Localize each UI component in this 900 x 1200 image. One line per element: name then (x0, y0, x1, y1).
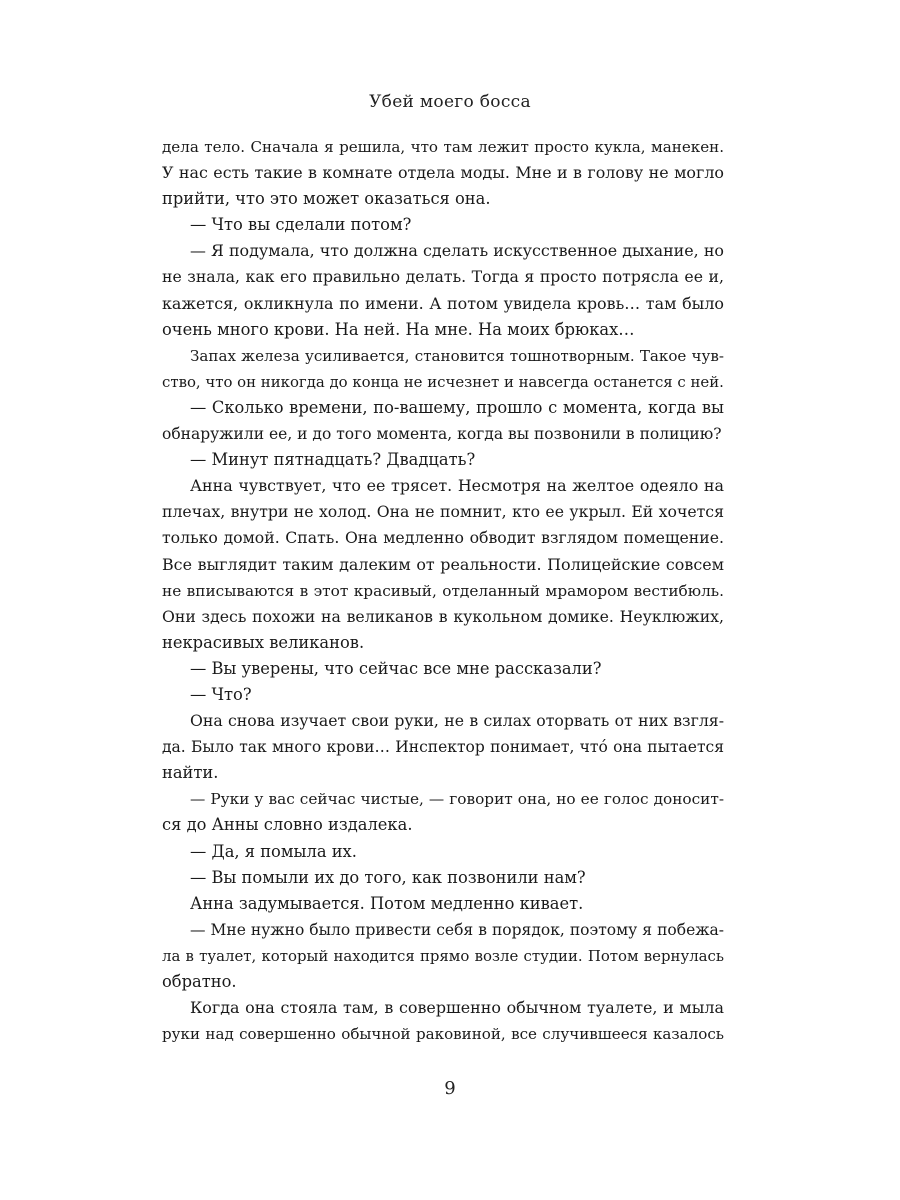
text-line: Запах железа усиливается, становится тошнотворным. Такое чув- (190, 346, 724, 365)
text-line: — Вы помыли их до того, как позвонили нам? (190, 867, 586, 887)
text-line: Когда она стояла там, в совершенно обычном туалете, и мыла (190, 998, 724, 1018)
text-line: ся до Анны словно издалека. (162, 815, 413, 835)
text-line: — Сколько времени, по-вашему, прошло с момента, когда вы (190, 397, 724, 417)
text-line: плечах, внутри не холод. Она не помнит, кто ее укрыл. Ей хочется (162, 502, 724, 522)
text-line: прийти, что это может оказаться она. (162, 189, 491, 209)
text-line: не знала, как его правильно делать. Тогда я просто потрясла ее и, (162, 267, 724, 287)
text-line: Анна чувствует, что ее трясет. Несмотря на желтое одеяло на (190, 476, 724, 496)
text-line: — Мне нужно было привести себя в порядок, поэтому я побежа- (190, 920, 724, 939)
text-line: — Вы уверены, что сейчас все мне рассказали? (190, 658, 602, 678)
text-line: очень много крови. На ней. На мне. На моих брюках… (162, 319, 635, 339)
text-line: дела тело. Сначала я решила, что там лежит просто кукла, манекен. (162, 138, 724, 156)
text-line: ство, что он никогда до конца не исчезнет и навсегда останется с ней. (162, 372, 724, 391)
text-line: обратно. (162, 972, 237, 991)
text-line: — Да, я помыла их. (190, 841, 357, 861)
text-line: У нас есть такие в комнате отдела моды. Мне и в голову не могло (162, 163, 724, 183)
text-line: Анна задумывается. Потом медленно кивает. (190, 893, 584, 913)
text-line: ла в туалет, который находится прямо возле студии. Потом вернулась (162, 946, 724, 965)
text-line: кажется, окликнула по имени. А потом увидела кровь… там было (162, 293, 724, 313)
text-line: руки над совершенно обычной раковиной, все случившееся казалось (162, 1025, 724, 1044)
body-text (162, 134, 724, 1047)
text-line: — Что вы сделали потом? (190, 215, 412, 235)
text-line: Они здесь похожи на великанов в кукольном домике. Неуклюжих, (162, 606, 724, 626)
running-head-title: Убей моего босса (369, 92, 531, 112)
text-line: не вписываются в этот красивый, отделанный мрамором вестибюль. (162, 581, 724, 600)
text-line: только домой. Спать. Она медленно обводит взглядом помещение. (162, 528, 724, 548)
text-line: — Я подумала, что должна сделать искусственное дыхание, но (190, 241, 724, 261)
text-line: некрасивых великанов. (162, 632, 365, 652)
text-line: Она снова изучает свои руки, не в силах оторвать от них взгля- (190, 711, 724, 731)
text-line: да. Было так много крови… Инспектор понимает, чтó она пытается (162, 738, 724, 757)
text-line: обнаружили ее, и до того момента, когда вы позвонили в полицию? (162, 425, 722, 444)
text-line: — Что? (190, 684, 252, 704)
text-line: — Минут пятнадцать? Двадцать? (190, 450, 476, 470)
text-line: найти. (162, 763, 219, 783)
text-line: — Руки у вас сейчас чистые, — говорит она, но ее голос доносит- (190, 790, 724, 809)
text-line: Все выглядит таким далеким от реальности. Полицейские совсем (162, 554, 724, 574)
page-number: 9 (444, 1078, 456, 1099)
